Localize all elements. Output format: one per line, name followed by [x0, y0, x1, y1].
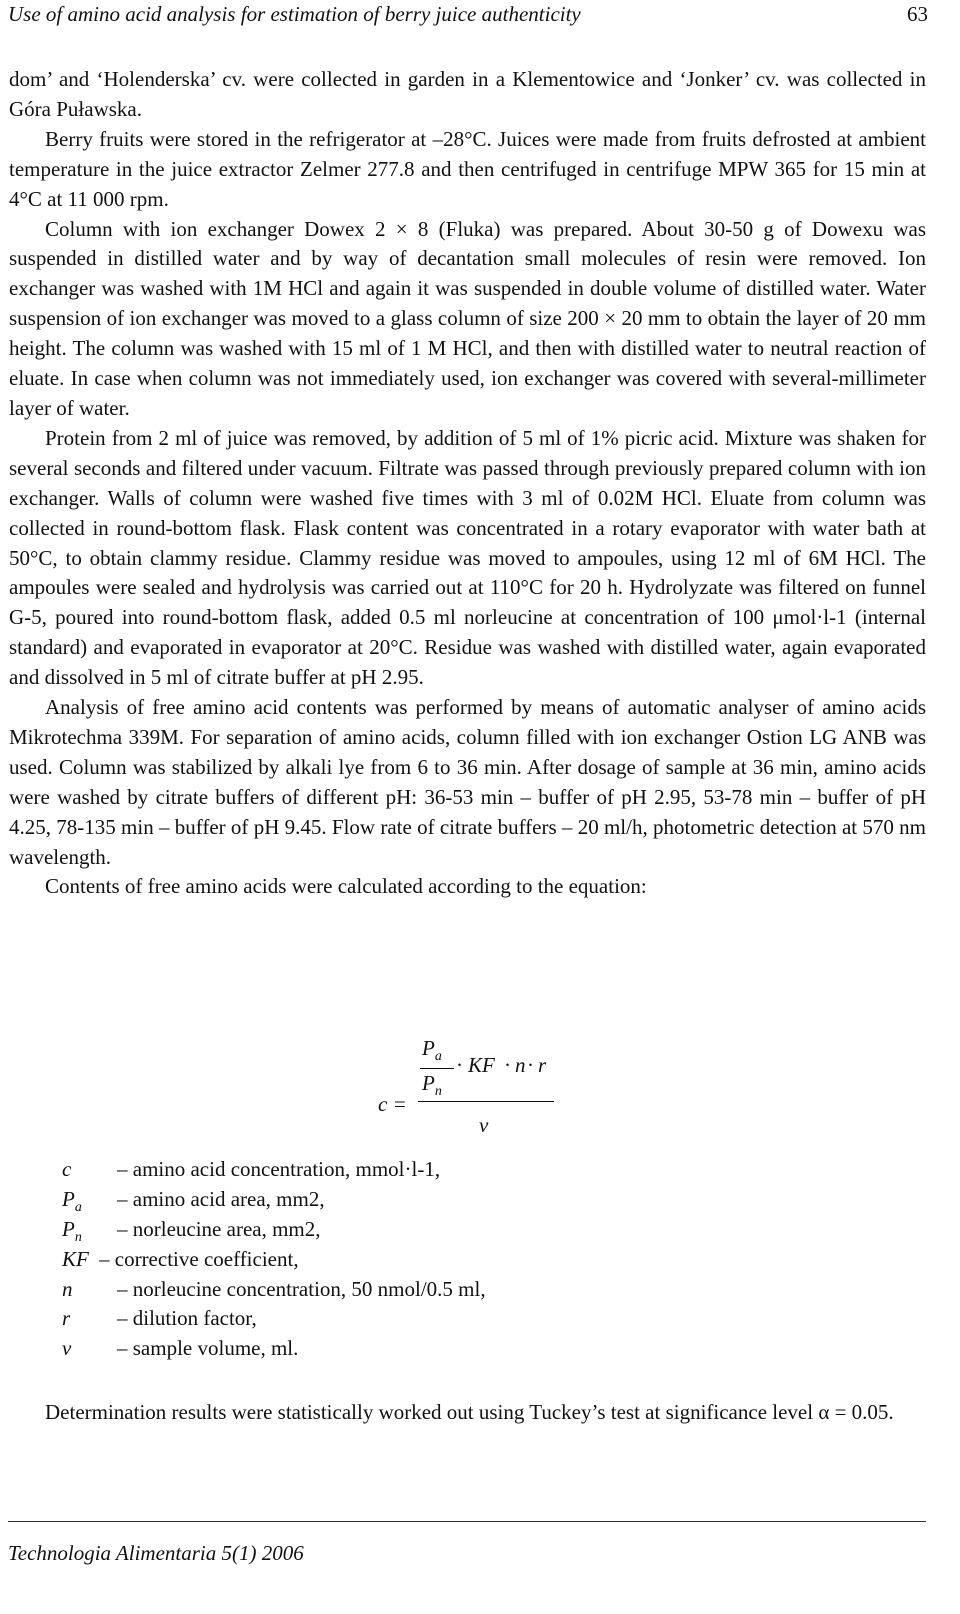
legend-symbol: $P_a$: [62, 1186, 82, 1216]
legend-symbol: v: [62, 1336, 72, 1361]
equation-legend: [62, 1155, 662, 1364]
body-text: [9, 65, 926, 902]
paragraph-continuation: dom’ and ‘Holenderska’ cv. were collected in garden in a Klementowice and ‘Jonker’ cv. was collected in Góra Puławska.: [9, 67, 926, 121]
paragraph-statistics: Determination results were statistically worked out using Tuckey’s test at significance level α = 0.05.: [45, 1400, 894, 1424]
page-number: 63: [907, 2, 928, 26]
equation-kf: KF: [468, 1053, 495, 1077]
paragraph-equation-intro: Contents of free amino acids were calculated according to the equation:: [45, 874, 647, 899]
paragraph-protein-removal: Protein from 2 ml of juice was removed, by addition of 5 ml of 1% picric acid. Mixture was shaken for several seconds and filtered under vacuum. Filtrate was passed through previously prepared column with ion exchanger. Walls of column were washed five times with 3 ml of 0.02M HCl. Eluate from column was collected in round-bottom flask. Flask content was concentrated in a rotary evaporator with water bath at 50°C, to obtain clammy residue. Clammy residue was moved to ampoules, using 12 ml of 6M HCl. The ampoules were sealed and hydrolysis was carried out at 110°C for 20 h. Hydrolyzate was filtered on funnel G-5, poured into round-bottom flask, added 0.5 ml norleucine at concentration of 100 μmol·l-1 (internal standard) and evaporated in evaporator at 20°C. Residue was washed with distilled water, again evaporated and dissolved in 5 ml of citrate buffer at pH 2.95.: [9, 425, 926, 690]
footer-divider: [8, 1521, 926, 1522]
equation-pn: $P_n$: [422, 1071, 442, 1100]
journal-footer: Technologia Alimentaria 5(1) 2006: [8, 1541, 304, 1565]
legend-description: – amino acid concentration, mmol·l-1,: [117, 1157, 441, 1181]
equation-pa: $P_a$: [422, 1036, 442, 1065]
legend-symbol: KF: [62, 1246, 89, 1271]
paragraph-column-prep: Column with ion exchanger Dowex 2 × 8 (Fluka) was prepared. About 30-50 g of Dowexu was suspended in distilled water and by way of decantation small molecules of resin were removed. Ion exchanger was washed with 1M HCl and again it was suspended in double volume of distilled water. Water suspension of ion exchanger was moved to a glass column of size 200 × 20 mm to obtain the layer of 20 mm height. The column was washed with 15 ml of 1 M HCl, and then with distilled water to neutral reaction of eluate. In case when column was not immediately used, ion exchanger was covered with several-millimeter layer of water.: [9, 216, 926, 420]
legend-description: – amino acid area, mm2,: [117, 1186, 325, 1211]
legend-row: [62, 1215, 662, 1245]
legend-row: [62, 1245, 662, 1275]
concentration-equation: [378, 1036, 558, 1146]
legend-symbol: $P_n$: [62, 1216, 82, 1245]
paragraph-analysis: Analysis of free amino acid contents was performed by means of automatic analyser of amino acids Mikrotechma 339M. For separation of amino acids, column filled with ion exchanger Ostion LG ANB was used. Column was stabilized by alkali lye from 6 to 36 min. After dosage of sample at 36 min, amino acids were washed by citrate buffers of different pH: 36-53 min – buffer of pH 2.95, 53-78 min – buffer of pH 4.25, 78-135 min – buffer of pH 9.45. Flow rate of citrate buffers – 20 ml/h, photometric detection at 570 nm wavelength.: [9, 695, 926, 869]
legend-description: – sample volume, ml.: [117, 1336, 299, 1361]
equation-dot: ·: [456, 1053, 463, 1077]
legend-symbol: r: [62, 1306, 71, 1331]
legend-description: – norleucine area, mm2,: [117, 1216, 321, 1241]
legend-row: [62, 1275, 662, 1305]
inner-fraction-bar: [420, 1068, 454, 1069]
legend-description: – norleucine concentration, 50 nmol/0.5 ml,: [117, 1276, 486, 1301]
paragraph-storage: Berry fruits were stored in the refrigerator at –28°C. Juices were made from fruits defrosted at ambient temperature in the juice extractor Zelmer 277.8 and then centrifuged in centrifuge MPW 365 for 15 min at 4°C at 11 000 rpm.: [9, 126, 926, 211]
legend-row: [62, 1155, 662, 1185]
equation-r: r: [538, 1053, 547, 1077]
equation-dot: ·: [504, 1053, 511, 1077]
running-title: Use of amino acid analysis for estimation of berry juice authenticity: [8, 2, 581, 26]
main-fraction-bar: [418, 1101, 554, 1102]
equation-lhs: c =: [378, 1092, 407, 1116]
running-header: [8, 2, 928, 32]
legend-row: [62, 1304, 662, 1334]
equation-dot: ·: [527, 1053, 534, 1077]
legend-symbol: n: [62, 1276, 73, 1301]
legend-row: [62, 1334, 662, 1364]
legend-row: [62, 1185, 662, 1215]
legend-description: – dilution factor,: [117, 1306, 257, 1331]
equation-v: v: [479, 1113, 489, 1137]
legend-symbol: c: [62, 1157, 72, 1181]
equation-n: n: [515, 1053, 526, 1077]
legend-description: – corrective coefficient,: [99, 1246, 299, 1271]
